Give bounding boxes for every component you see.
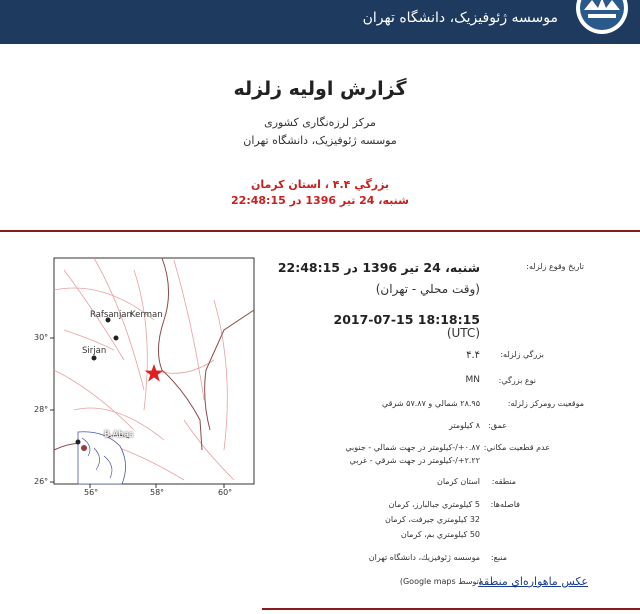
satellite-image-link[interactable]: عكس ماهواره‌اي منطقه: [478, 575, 588, 588]
label-distances: فاصله‌ها:: [490, 500, 520, 509]
map-city-rafsanjan: Rafsanjan: [90, 310, 132, 320]
value-source: موسسه ژئوفيزيك، دانشگاه تهران: [368, 553, 480, 562]
label-region: منطقه:: [491, 477, 516, 486]
map-lon-60: 60°: [218, 488, 233, 497]
university-logo-icon[interactable]: [570, 0, 634, 34]
header-title[interactable]: موسسه ژئوفیزیک، دانشگاه تهران: [362, 10, 558, 26]
value-datetime-local: شنبه، 24 تیر 1396 در 22:48:15: [277, 260, 480, 275]
map-city-kerman: Kerman: [130, 310, 163, 320]
divider-bottom: [262, 608, 640, 610]
value-local-note: (وقت محلي - تهران): [375, 282, 480, 296]
map-lat-30: 30°: [34, 333, 49, 342]
map-lon-56: 56°: [84, 488, 99, 497]
value-datetime-utc: 2017-07-15 18:18:15: [333, 312, 480, 327]
site-header: [0, 0, 640, 44]
value-depth: ۸ كيلومتر: [449, 421, 480, 430]
report-org-2: موسسه ژئوفیزیک، دانشگاه تهران: [243, 134, 397, 147]
epicenter-map[interactable]: [34, 250, 266, 497]
value-distance-3: 50 كيلومتري بم، كرمان: [400, 530, 480, 539]
label-source: منبع:: [490, 553, 507, 562]
value-uncertainty-ns: ۰.۸۷+/-کیلومتر در جهت شمالي - جنوبي: [345, 443, 480, 452]
magnitude-summary: بزرگي ۴.۴ ، استان كرمان: [250, 178, 390, 191]
label-datetime: تاريخ وقوع زلزله:: [526, 262, 584, 271]
value-location: ۲۸.۹۵ شمالي و ۵۷.۸۷ شرقي: [382, 399, 480, 408]
divider-top: [0, 230, 640, 232]
report-title: گزارش اولیه زلزله: [233, 78, 407, 100]
label-magnitude: بزرگي زلزله:: [500, 350, 544, 359]
value-uncertainty-ew: ۲.۲۲+/-کیلومتر در جهت شرقي - غربي: [349, 456, 480, 465]
value-magnitude-type: MN: [465, 375, 480, 385]
map-lat-26: 26°: [34, 477, 49, 486]
value-utc-note: (UTC): [446, 326, 480, 340]
value-magnitude: ۴.۴: [466, 350, 480, 361]
map-city-sirjan: Sirjan: [82, 346, 107, 356]
map-city-babas: B.Abas: [104, 430, 134, 440]
label-magnitude-type: نوع بزرگي:: [498, 376, 536, 385]
label-depth: عمق:: [488, 421, 507, 430]
date-summary: شنبه، 24 تیر 1396 در 22:48:15: [231, 194, 409, 207]
value-distance-1: 5 كيلومتري جبالبارز، كرمان: [388, 500, 480, 509]
label-uncertainty: عدم قطعيت مكاني:: [483, 443, 550, 452]
value-region: استان كرمان: [436, 477, 480, 486]
map-lon-58: 58°: [150, 488, 165, 497]
value-distance-2: 32 كيلومتري جيرفت، كرمان: [384, 515, 480, 524]
label-location: موقعيت رومركز زلزله:: [507, 399, 584, 408]
report-org-1: مرکز لرزه‌نگاری کشوری: [264, 116, 376, 129]
satellite-image-note: (توسط Google maps): [399, 577, 482, 586]
map-lat-28: 28°: [34, 405, 49, 414]
epicenter-star-icon: [144, 363, 164, 383]
